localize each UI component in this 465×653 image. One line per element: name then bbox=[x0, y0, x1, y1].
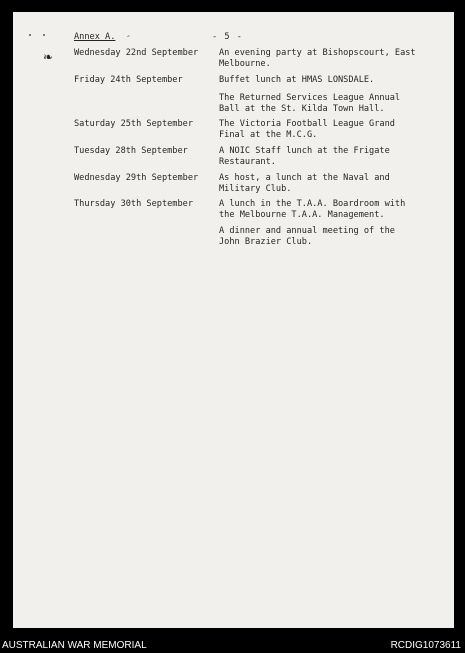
entry-event: The Returned Services League Annual Ball at the St. Kilda Town Hall. bbox=[219, 93, 401, 114]
entry-event: As host, a lunch at the Naval and Military Club. bbox=[219, 173, 390, 194]
punch-dot bbox=[29, 34, 31, 36]
page-number: - 5 - bbox=[212, 32, 243, 42]
entry-event: The Victoria Football League Grand Final at the M.C.G. bbox=[219, 119, 395, 140]
footer-record-id: RCDIG1073611 bbox=[390, 640, 461, 651]
entry-date: Saturday 25th September bbox=[74, 119, 193, 129]
entry-date: Friday 24th September bbox=[74, 75, 183, 85]
punch-dot bbox=[43, 34, 45, 36]
margin-mark: ❧ bbox=[43, 50, 54, 64]
entry-date: Wednesday 29th September bbox=[74, 173, 199, 183]
entry-date: Tuesday 28th September bbox=[74, 146, 188, 156]
entry-date: Thursday 30th September bbox=[74, 199, 193, 209]
entry-date: Wednesday 22nd September bbox=[74, 48, 199, 58]
entry-event: An evening party at Bishopscourt, East Melbourne. bbox=[219, 48, 416, 69]
entry-event: A lunch in the T.A.A. Boardroom with the Melbourne T.A.A. Management. bbox=[219, 199, 406, 220]
entry-event: A dinner and annual meeting of the John Brazier Club. bbox=[219, 226, 395, 247]
archive-footer bbox=[0, 637, 465, 653]
footer-institution: AUSTRALIAN WAR MEMORIAL bbox=[2, 640, 147, 651]
entry-event: A NOIC Staff lunch at the Frigate Restaurant. bbox=[219, 146, 390, 167]
entry-event: Buffet lunch at HMAS LONSDALE. bbox=[219, 75, 375, 85]
document-page bbox=[13, 12, 454, 628]
annex-heading: Annex A. bbox=[74, 32, 116, 42]
handwritten-tick: ‸ bbox=[127, 28, 130, 37]
